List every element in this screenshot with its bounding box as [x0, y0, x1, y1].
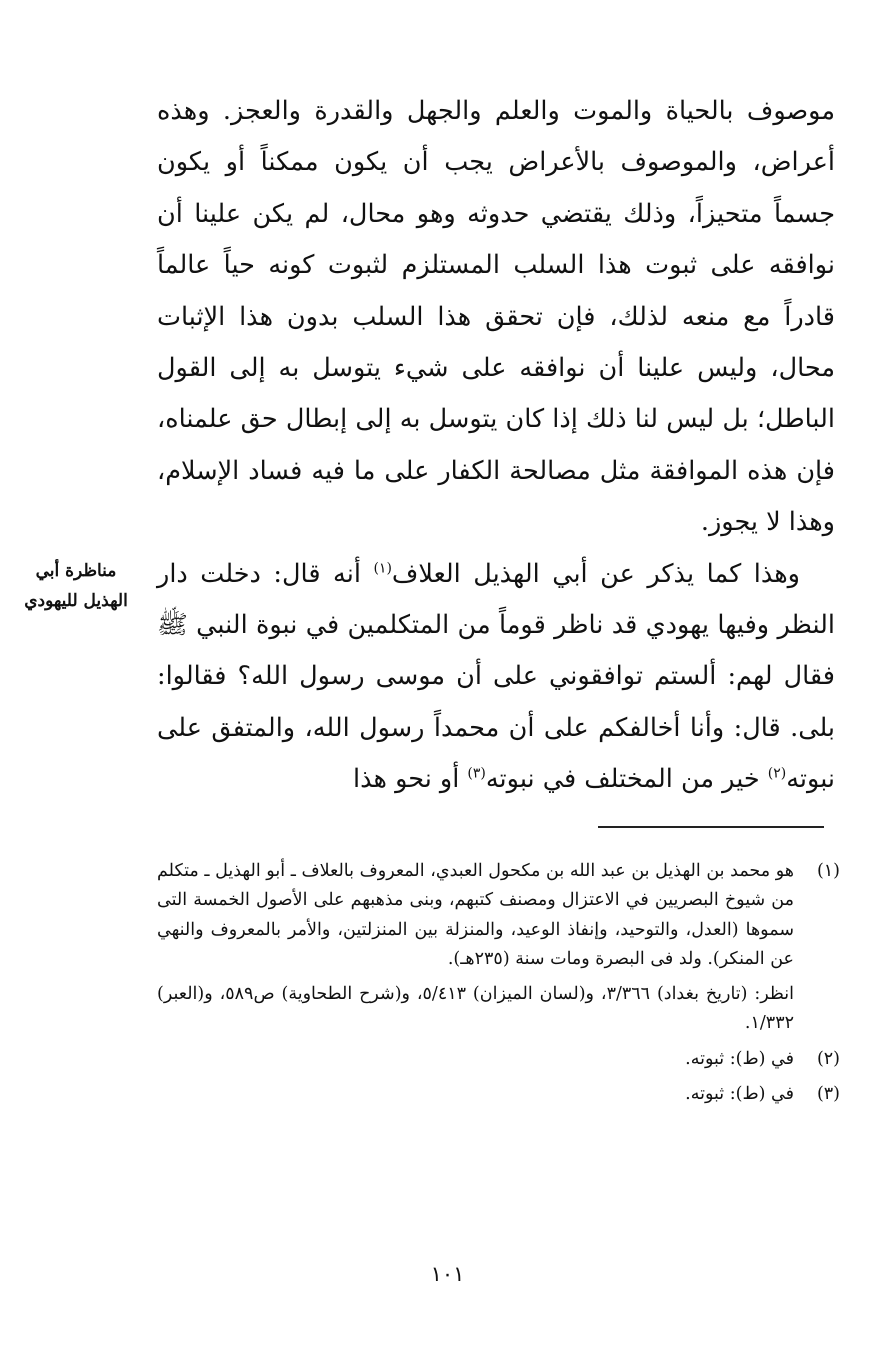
margin-note-line-1: مناظرة أبي [35, 561, 117, 581]
paragraph-1: موصوف بالحياة والموت والعلم والجهل والقدرة والعجز. وهذه أعراض، والموصوف بالأعراض يجب أن يكون ممكناً أو يكون جسماً متحيزاً، وذلك يقتضي حدوثه وهو محال، لم يكن علينا أن نوافقه على ثبوت هذا السلب المستلزم لثبوت كونه حياً عالماً قادراً مع منعه لذلك، فإن تحقق هذا السلب بدون هذا الإثبات محال، وليس علينا أن نوافقه على شيء يتوسل به إلى القول الباطل؛ بل ليس لنا ذلك إذا كان يتوسل به إلى إبطال حق علمناه، فإن هذه الموافقة مثل مصالحة الكفار على ما فيه فساد الإسلام، وهذا لا يجوز. [157, 96, 835, 538]
paragraph-2-part-2: أنه قال: دخلت دار النظر وفيها يهودي قد ناظر قوماً من المتكلمين في نبوة النبي ﷺ فقال لهم: ألستم توافقوني على أن موسى رسول الله؟ فقالوا: بلى. قال: وأنا أخالفكم على أن محمداً رسول الله، والمتفق على نبوته [157, 558, 835, 795]
footnote-mark-3[interactable]: (٣) [467, 765, 486, 782]
footnote-mark-2[interactable]: (٢) [767, 765, 787, 782]
main-text [157, 86, 835, 806]
margin-note [14, 556, 138, 616]
paragraph-2 [157, 549, 835, 806]
footnote-3-number: (٣) [816, 1084, 840, 1105]
footnotes [157, 857, 840, 1109]
footnote-1-references: انظر: (تاريخ بغداد) ٣/٣٦٦، و(لسان الميزان) ٥/٤١٣، و(شرح الطحاوية) ص٥٨٩، و(العبر) ١/٣٣٢. [157, 984, 795, 1034]
paragraph-2-part-3: خير من المختلف في نبوته [485, 764, 768, 795]
paragraph-2-part-1: وهذا كما يذكر عن أبي الهذيل العلاف [391, 558, 800, 589]
footnote-2-number: (٢) [816, 1048, 840, 1069]
footnote-mark-1[interactable]: (١) [373, 560, 392, 577]
footnote-3 [157, 1080, 840, 1109]
footnote-2-text: في (ط): ثبوته. [685, 1048, 794, 1069]
footnote-1-body [157, 857, 794, 1039]
footnote-separator [598, 826, 824, 828]
footnote-1 [157, 857, 840, 1039]
footnote-2 [157, 1045, 840, 1074]
footnote-3-text: في (ط): ثبوته. [685, 1084, 794, 1105]
page-number: ١٠١ [430, 1262, 465, 1286]
footnote-1-number: (١) [816, 861, 840, 881]
paragraph-2-part-4: أو نحو هذا [353, 764, 468, 795]
footnote-1-text: هو محمد بن الهذيل بن عبد الله بن مكحول العبدي، المعروف بالعلاف ـ أبو الهذيل ـ متكلم من شيوخ البصريين في الاعتزال ومصنف كتبهم، وبنى مذهبهم على الأصول الخمسة التى سموها (العدل، والتوحيد، وإنفاذ الوعيد، والمنزلة بين المنزلتين، والأمر بالمعروف والنهي عن المنكر). ولد فى البصرة ومات سنة (٢٣٥هـ). [157, 861, 794, 969]
margin-note-line-2: الهذيل لليهودي [24, 591, 128, 611]
